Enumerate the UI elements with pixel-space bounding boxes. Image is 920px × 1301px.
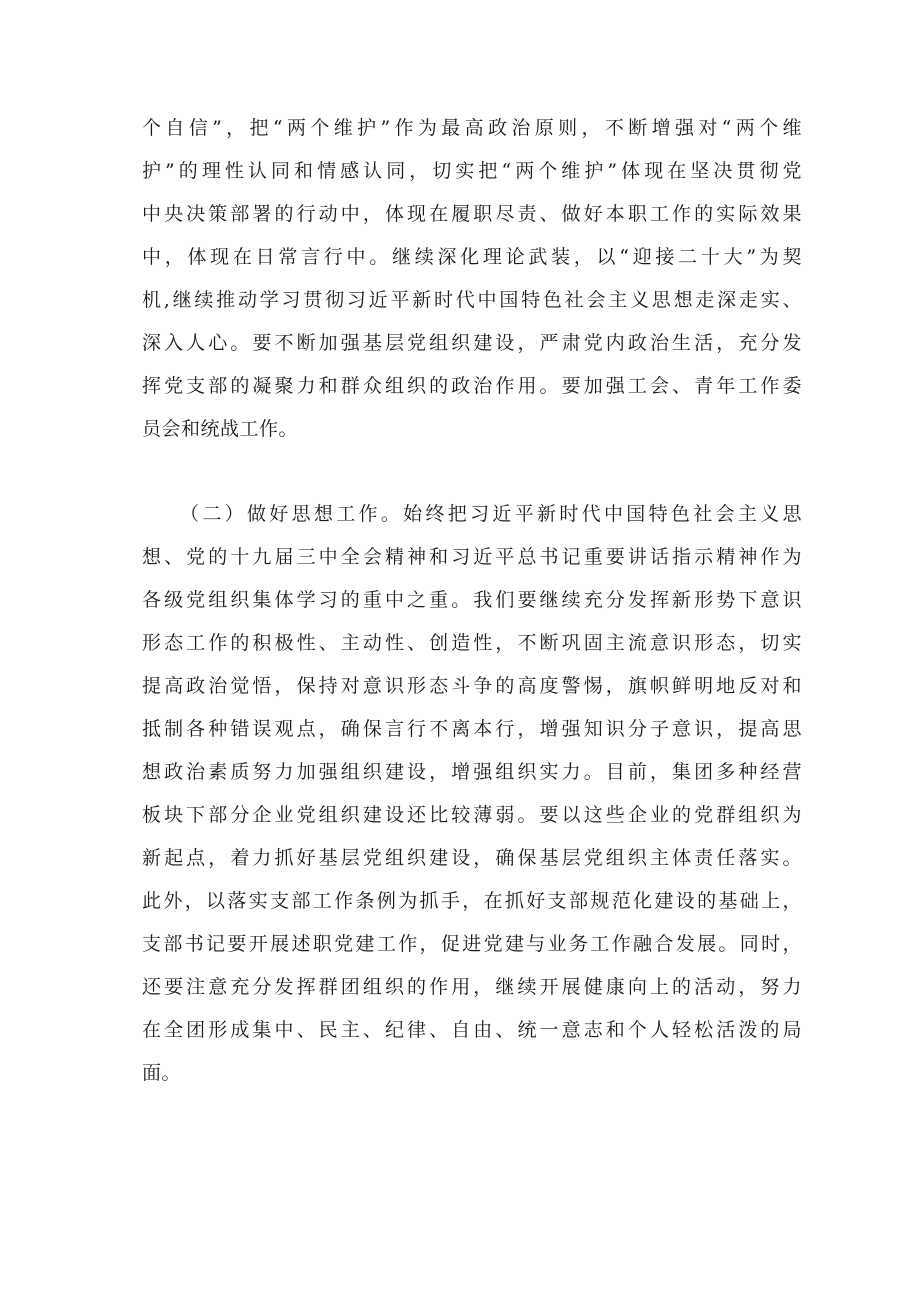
paragraph-2-line-14: 面。 bbox=[142, 1062, 182, 1084]
paragraph-2-line-9: 新起点，着力抓好基层党组织建设，确保基层党组织主体责任落实。 bbox=[142, 847, 802, 869]
paragraph-1-line-7: 挥党支部的凝聚力和群众组织的政治作用。要加强工会、青年工作委 bbox=[142, 375, 802, 397]
paragraph-1-line-2: 护”的理性认同和情感认同，切实把“两个维护”体现在坚决贯彻党 bbox=[142, 160, 802, 182]
paragraph-1-line-1: 个自信”，把“两个维护”作为最高政治原则，不断增强对“两个维 bbox=[142, 117, 802, 139]
paragraph-1-line-4: 中，体现在日常言行中。继续深化理论武装，以“迎接二十大”为契 bbox=[142, 246, 802, 268]
paragraph-2-line-6: 抵制各种错误观点，确保言行不离本行，增强知识分子意识，提高思 bbox=[142, 718, 802, 740]
paragraph-2-line-7: 想政治素质努力加强组织建设，增强组织实力。目前，集团多种经营 bbox=[142, 761, 802, 783]
paragraph-1-line-5: 机,继续推动学习贯彻习近平新时代中国特色社会主义思想走深走实、 bbox=[142, 289, 802, 311]
paragraph-2-line-11: 支部书记要开展述职党建工作，促进党建与业务工作融合发展。同时， bbox=[142, 933, 802, 955]
paragraph-2-line-4: 形态工作的积极性、主动性、创造性，不断巩固主流意识形态，切实 bbox=[142, 632, 802, 654]
paragraph-1-line-8: 员会和统战工作。 bbox=[142, 418, 299, 440]
paragraph-2-line-12: 还要注意充分发挥群团组织的作用，继续开展健康向上的活动，努力 bbox=[142, 976, 802, 998]
paragraph-1-line-3: 中央决策部署的行动中，体现在履职尽责、做好本职工作的实际效果 bbox=[142, 203, 802, 225]
paragraph-2-line-2: 想、党的十九届三中全会精神和习近平总书记重要讲话指示精神作为 bbox=[142, 546, 802, 568]
paragraph-1-line-6: 深入人心。要不断加强基层党组织建设，严肃党内政治生活，充分发 bbox=[142, 332, 802, 354]
paragraph-2-line-5: 提高政治觉悟，保持对意识形态斗争的高度警惕，旗帜鲜明地反对和 bbox=[142, 675, 802, 697]
paragraph-2-line-10: 此外，以落实支部工作条例为抓手，在抓好支部规范化建设的基础上， bbox=[142, 890, 802, 912]
paragraph-2-line-3: 各级党组织集体学习的重中之重。我们要继续充分发挥新形势下意识 bbox=[142, 589, 802, 611]
paragraph-2-line-1: （二）做好思想工作。始终把习近平新时代中国特色社会主义思 bbox=[180, 503, 802, 525]
paragraph-2-line-13: 在全团形成集中、民主、纪律、自由、统一意志和个人轻松活泼的局 bbox=[142, 1019, 802, 1041]
paragraph-2-line-8: 板块下部分企业党组织建设还比较薄弱。要以这些企业的党群组织为 bbox=[142, 804, 802, 826]
